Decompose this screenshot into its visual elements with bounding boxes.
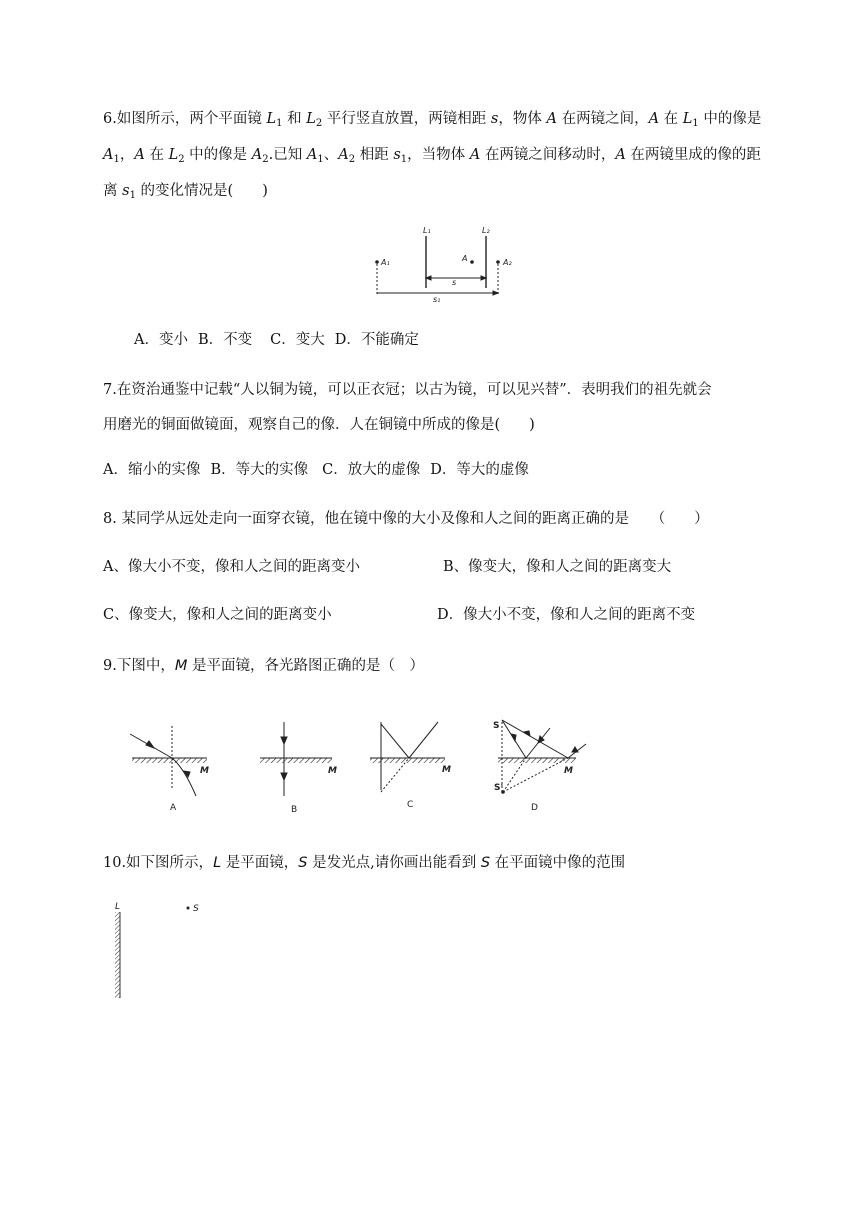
- q6-stem-line-1: 6.如图所示，两个平面镜 $L_1$ 和 $L_2$ 平行竖直放置，两镜相距 s，物体 A 在两镜之间，A 在 $L_1$ 中的像是: [103, 111, 762, 129]
- q7-option-b[interactable]: B．等大的实像: [210, 462, 309, 478]
- q9-caption-a: A: [170, 803, 177, 813]
- q8-stem: 8. 某同学从远处走向一面穿衣镜，他在镜中像的大小及像和人之间的距离正确的是 （ ）: [103, 511, 709, 527]
- q10-mirror-hatching: [115, 912, 120, 998]
- q9-a-mirror-label: M: [200, 766, 209, 776]
- q9-figure-b: [260, 722, 332, 796]
- q6-option-c[interactable]: C．变大: [270, 332, 325, 348]
- q6-stem-line-2: $A_1$，A 在 $L_2$ 中的像是 $A_2$.已知 $A_1$、$A_2$ 相距 $s_1$，当物体 A 在两镜之间移动时，A 在两镜里成的像的距: [103, 147, 761, 165]
- q8-option-a[interactable]: A、像大小不变，像和人之间的距离变小: [103, 559, 360, 575]
- q6-option-b[interactable]: B．不变: [197, 332, 253, 348]
- q8-option-d[interactable]: D．像大小不变，像和人之间的距离不变: [437, 607, 696, 623]
- q7-option-c[interactable]: C．放大的虚像: [322, 462, 421, 478]
- q9-stem: 9.下图中，M 是平面镜，各光路图正确的是（ ）: [103, 658, 424, 674]
- q7-stem-line-2: 用磨光的铜面做镜面，观察自己的像．人在铜镜中所成的像是( ): [103, 417, 535, 433]
- image-a2-point: [496, 260, 500, 264]
- q6-options: [134, 330, 419, 350]
- q7-stem-line-1: 7.在资治通鉴中记载“人以铜为镜，可以正衣冠；以古为镜，可以见兴替”．表明我们的祖先就会: [103, 382, 712, 398]
- q8-option-c[interactable]: C、像变大，像和人之间的距离变小: [103, 607, 332, 623]
- q9-figure-d: [498, 720, 586, 792]
- q10-source-label: S: [193, 904, 199, 914]
- q6-option-d[interactable]: D．不能确定: [334, 332, 419, 348]
- q9-figure-c: [370, 722, 445, 792]
- q7-option-d[interactable]: D．等大的虚像: [430, 462, 529, 478]
- image-a1-point: [375, 260, 379, 264]
- q9-figure-a: [130, 726, 207, 796]
- label-a1: A₁: [381, 258, 390, 267]
- q10-light-source: [187, 907, 190, 910]
- q9-b-mirror-label: M: [328, 766, 337, 776]
- label-a2: A₂: [503, 258, 512, 267]
- q6-stem-line-3: 离 $s_1$ 的变化情况是( ): [103, 183, 268, 201]
- q10-stem: 10.如下图所示，L 是平面镜，S 是发光点,请你画出能看到 S 在平面镜中像的范围: [103, 855, 626, 871]
- q9-d-mirror-label: M: [564, 766, 573, 776]
- label-s1: s₁: [433, 295, 441, 302]
- q9-d-image-label: S': [494, 783, 504, 793]
- q9-caption-b: B: [291, 805, 298, 815]
- q6-option-a[interactable]: A．变小: [134, 332, 188, 348]
- q9-caption-d: D: [531, 803, 538, 813]
- q9-caption-c: C: [407, 800, 414, 810]
- label-l2: L₂: [482, 226, 490, 235]
- q9-d-source-label: S: [493, 721, 500, 731]
- label-a: A: [462, 254, 468, 263]
- label-s: s: [452, 278, 457, 287]
- q10-mirror-diagram: [108, 898, 218, 1003]
- q9-c-mirror-label: M: [442, 765, 451, 775]
- q7-options: [103, 460, 529, 480]
- q10-mirror-label: L: [115, 902, 121, 912]
- q9-ray-diagrams: [120, 710, 600, 820]
- object-a-point: [470, 260, 474, 264]
- q7-option-a[interactable]: A．缩小的实像: [103, 462, 201, 478]
- label-l1: L₁: [423, 226, 431, 235]
- q6-mirror-diagram: [360, 222, 530, 302]
- q8-option-b[interactable]: B、像变大，像和人之间的距离变大: [443, 559, 672, 575]
